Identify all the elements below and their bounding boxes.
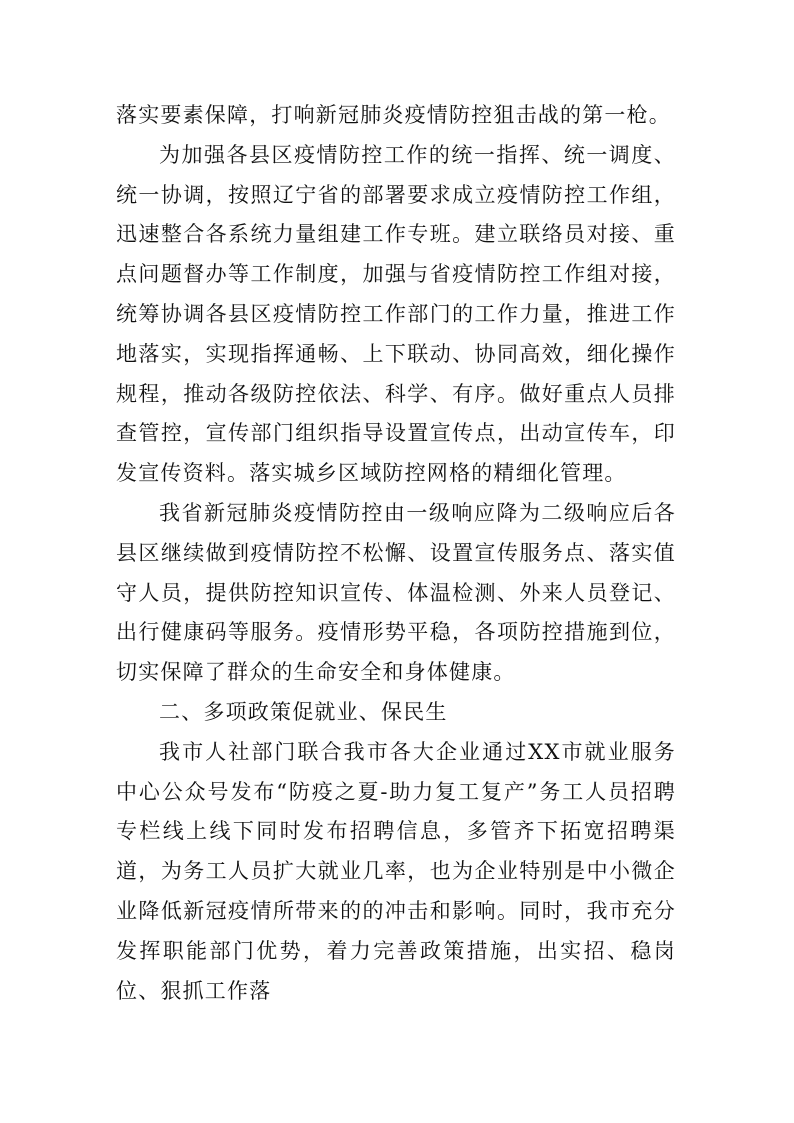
paragraph-continuation: 落实要素保障，打响新冠肺炎疫情防控狙击战的第一枪。	[116, 103, 671, 127]
paragraph-response-level: 我省新冠肺炎疫情防控由一级响应降为二级响应后各县区继续做到疫情防控不松懈、设置宣传服务点、落实值守人员，提供防控知识宣传、体温检测、外来人员登记、出行健康码等服务。疫情形势平稳，各项防控措施到位，切实保障了群众的生命安全和身体健康。	[116, 500, 676, 685]
paragraph-epidemic-coordination: 为加强各县区疫情防控工作的统一指挥、统一调度、统一协调，按照辽宁省的部署要求成立疫情防控工作组，迅速整合各系统力量组建工作专班。建立联络员对接、重点问题督办等工作制度，加强与省疫情防控工作组对接，统筹协调各县区疫情防控工作部门的工作力量，推进工作地落实，实现指挥通畅、上下联动、协同高效，细化操作规程，推动各级防控依法、科学、有序。做好重点人员排查管控，宣传部门组织指导设置宣传点，出动宣传车，印发宣传资料。落实城乡区域防控网格的精细化管理。	[116, 142, 676, 486]
paragraph-recruitment: 我市人社部门联合我市各大企业通过XX市就业服务中心公众号发布“防疫之夏-助力复工复产”务工人员招聘专栏线上线下同时发布招聘信息，多管齐下拓宽招聘渠道，为务工人员扩大就业几率，也为企业特别是中小微企业降低新冠疫情所带来的的冲击和影响。同时，我市充分发挥职能部门优势，着力完善政策措施，出实招、稳岗位、狠抓工作落	[116, 739, 676, 1003]
section-heading-employment: 二、多项政策促就业、保民生	[159, 699, 448, 724]
document-body	[116, 96, 676, 1011]
